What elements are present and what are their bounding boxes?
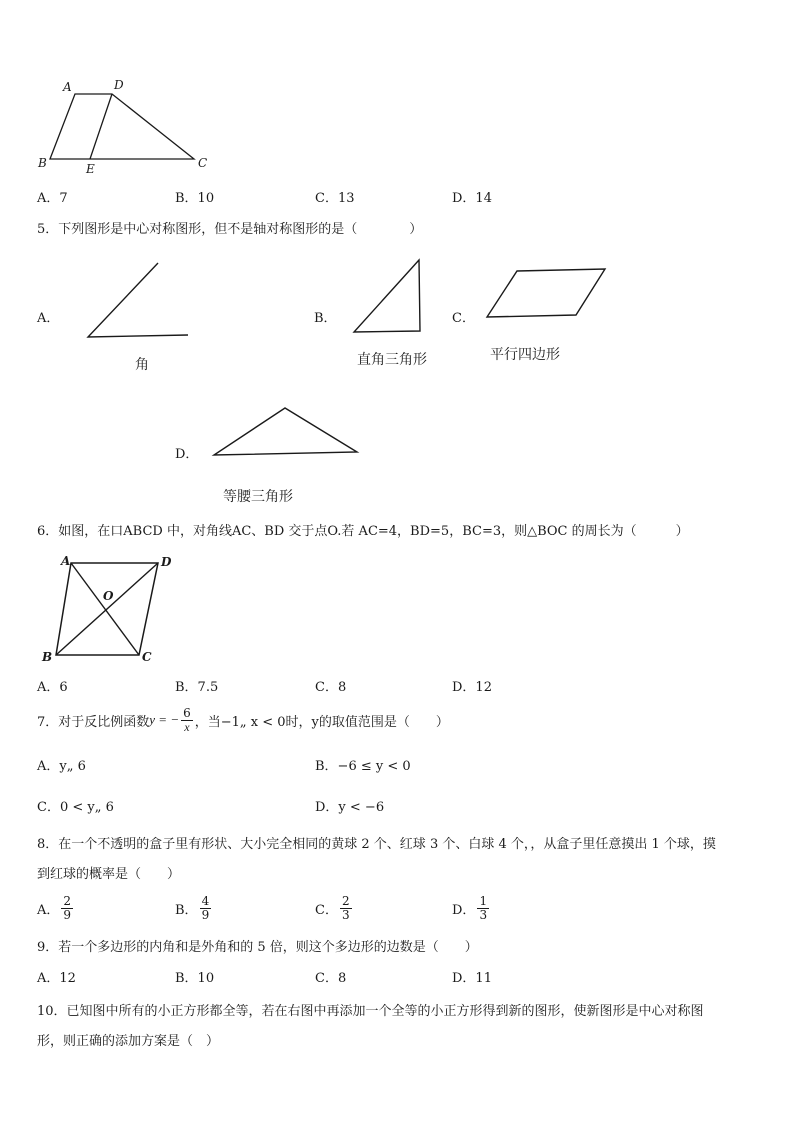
q9-option-d: D．11 — [452, 971, 492, 986]
q8-option-d-denominator: 3 — [479, 907, 488, 922]
q8-option-d — [452, 890, 491, 926]
q8-option-c-denominator: 3 — [341, 907, 350, 922]
q8-option-b-denominator: 9 — [201, 907, 210, 922]
q5-caption-angle: 角 — [135, 357, 149, 373]
q8-option-a-letter: A． — [37, 902, 60, 918]
q8-option-d-letter: D． — [452, 902, 476, 918]
point-label-c: C — [198, 156, 208, 170]
q8-option-b — [175, 890, 213, 926]
q8-option-c-letter: C． — [315, 902, 338, 918]
point-label-d: D — [161, 555, 172, 569]
q5-caption-right-triangle: 直角三角形 — [357, 352, 427, 368]
q5-option-b-letter: B． — [314, 311, 337, 326]
q4-option-a: A．7 — [37, 191, 68, 206]
q7-option-b: B．−6 ≤ y < 0 — [315, 759, 411, 774]
q9-stem: 9．若一个多边形的内角和是外角和的 5 倍，则这个多边形的边数是（ ） — [37, 940, 478, 955]
q8-option-c-numerator: 2 — [341, 893, 350, 908]
q5-option-c-letter: C． — [452, 311, 475, 326]
q8-option-c — [315, 890, 354, 926]
q9-option-b: B．10 — [175, 971, 215, 986]
q8-option-d-numerator: 1 — [479, 893, 488, 908]
q4-option-c: C．13 — [315, 191, 355, 206]
q7-option-c: C．0 < y„ 6 — [37, 800, 114, 815]
q8-option-a-denominator: 9 — [63, 907, 72, 922]
q7-stem-prefix: 7．对于反比例函数 — [37, 714, 150, 730]
point-label-a: A — [63, 80, 72, 94]
q8-option-a-numerator: 2 — [63, 893, 72, 908]
q7-option-d: D．y < −6 — [315, 800, 385, 815]
q5-option-d-letter: D． — [175, 447, 199, 462]
q8-option-b-letter: B． — [175, 902, 198, 918]
q4-option-b: B．10 — [175, 191, 215, 206]
q5-stem: 5．下列图形是中心对称图形，但不是轴对称图形的是（ ） — [37, 222, 423, 237]
q8-option-d-fraction — [477, 895, 489, 922]
q8-option-b-fraction — [200, 895, 212, 922]
q7-function-lhs: y = − — [149, 712, 180, 727]
q6-option-d: D．12 — [452, 680, 492, 695]
q5-option-a-letter: A． — [37, 311, 60, 326]
q5-caption-parallelogram: 平行四边形 — [490, 347, 560, 363]
q7-stem — [37, 702, 449, 738]
q8-stem-line2: 到红球的概率是（ ） — [37, 867, 181, 882]
q6-option-c: C．8 — [315, 680, 347, 695]
q10-stem-line1: 10．已知图中所有的小正方形都全等，若在右图中再添加一个全等的小正方形得到新的图形，使新图形是中心对称图 — [37, 1004, 704, 1019]
point-label-e: E — [86, 162, 95, 176]
q7-stem-suffix: ，当−1„ x < 0时，y的取值范围是（ ） — [194, 714, 449, 730]
q7-fraction-numerator: 6 — [183, 705, 191, 720]
q8-option-a-fraction — [61, 895, 73, 922]
point-label-b: B — [42, 650, 53, 664]
point-label-d: D — [114, 78, 124, 92]
q9-option-a: A．12 — [37, 971, 76, 986]
q6-stem: 6．如图，在口ABCD 中，对角线AC、BD 交于点O.若 AC=4，BD=5，BC=3，则△BOC 的周长为（ ） — [37, 524, 689, 539]
point-label-o: O — [103, 589, 114, 603]
q6-option-b: B．7.5 — [175, 680, 219, 695]
q8-stem-line1: 8．在一个不透明的盒子里有形状、大小完全相同的黄球 2 个、红球 3 个、白球 4 个，，从盒子里任意摸出 1 个球，摸 — [37, 837, 716, 852]
q10-stem-line2: 形，则正确的添加方案是（ ） — [37, 1034, 220, 1049]
point-label-b: B — [38, 156, 47, 170]
q8-option-b-numerator: 4 — [201, 893, 210, 908]
q8-option-c-fraction — [340, 895, 352, 922]
q7-fraction-denominator: x — [184, 719, 190, 734]
q5-caption-isosceles-triangle: 等腰三角形 — [223, 489, 293, 505]
point-label-a: A — [61, 554, 71, 568]
point-label-c: C — [142, 650, 152, 664]
q9-option-c: C．8 — [315, 971, 347, 986]
q7-function-fraction — [181, 707, 193, 734]
q6-option-a: A．6 — [37, 680, 68, 695]
q4-option-d: D．14 — [452, 191, 492, 206]
q8-option-a — [37, 890, 75, 926]
q7-option-a: A．y„ 6 — [37, 759, 86, 774]
